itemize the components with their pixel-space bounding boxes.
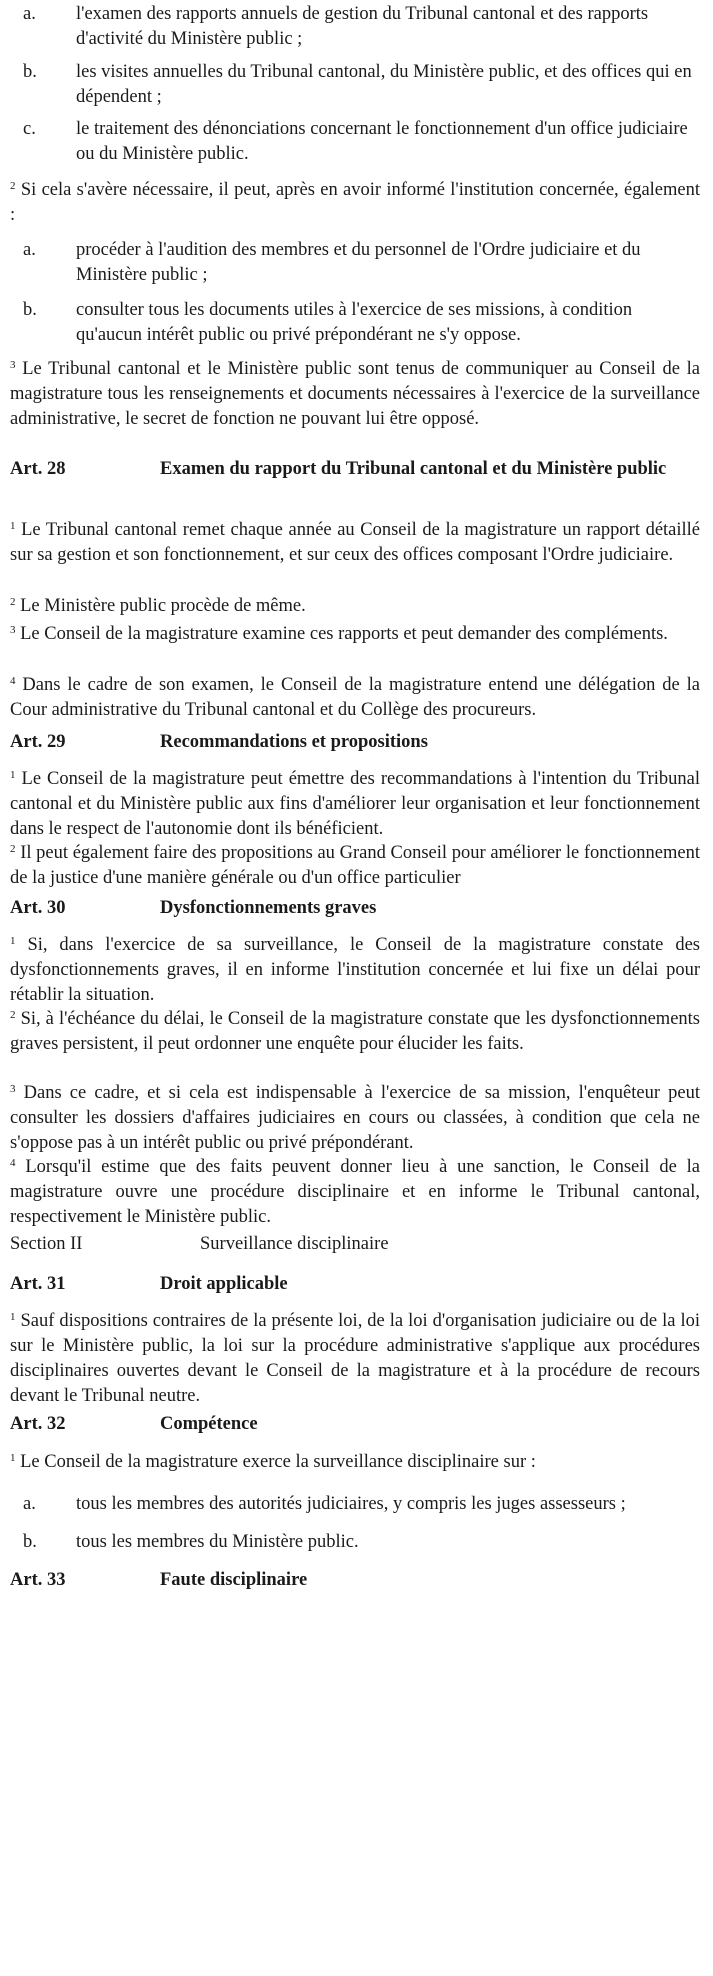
list-label: b. bbox=[23, 300, 37, 320]
list-text: procéder à l'audition des membres et du personnel de l'Ordre judiciaire et du Ministère public ; bbox=[76, 240, 641, 285]
section-title: Surveillance disciplinaire bbox=[200, 1234, 389, 1254]
paragraph bbox=[10, 518, 700, 568]
article-title: Recommandations et propositions bbox=[160, 732, 428, 752]
paragraph-number: 2 bbox=[10, 1009, 16, 1021]
article-number: Art. 28 bbox=[10, 459, 66, 479]
article-heading bbox=[10, 896, 700, 921]
paragraph bbox=[10, 1155, 700, 1230]
paragraph bbox=[10, 673, 700, 723]
paragraph bbox=[10, 1007, 700, 1057]
article-heading bbox=[10, 457, 700, 482]
paragraph bbox=[10, 1081, 700, 1156]
list-item bbox=[10, 117, 696, 167]
paragraph-text: Lorsqu'il estime que des faits peuvent donner lieu à une sanction, le Conseil de la magistrature ouvre une procédure disciplinaire et en informe le Tribunal cantonal, respectivement le Ministère public. bbox=[10, 1157, 700, 1227]
list-item bbox=[10, 1530, 696, 1555]
paragraph-text: Le Tribunal cantonal remet chaque année au Conseil de la magistrature un rapport détaillé sur sa gestion et son fonctionnement, et sur ceux des offices composant l'Ordre judiciaire. bbox=[10, 520, 701, 565]
list-item bbox=[10, 1492, 696, 1517]
paragraph bbox=[10, 622, 700, 647]
paragraph-text: Le Ministère public procède de même. bbox=[20, 596, 306, 616]
paragraph bbox=[10, 1309, 700, 1409]
list-label: a. bbox=[23, 240, 36, 260]
paragraph-number: 3 bbox=[10, 359, 16, 371]
paragraph-number: 2 bbox=[10, 596, 16, 608]
paragraph bbox=[10, 767, 700, 842]
list-text: consulter tous les documents utiles à l'exercice de ses missions, à condition qu'aucun intérêt public ou privé prépondérant ne s'y oppose. bbox=[76, 300, 633, 345]
article-heading bbox=[10, 1412, 700, 1437]
paragraph-number: 1 bbox=[10, 935, 16, 947]
paragraph bbox=[10, 841, 700, 891]
article-number: Art. 32 bbox=[10, 1414, 66, 1434]
paragraph-number: 3 bbox=[10, 624, 16, 636]
paragraph-number: 4 bbox=[10, 1157, 16, 1169]
paragraph-text: Il peut également faire des propositions au Grand Conseil pour améliorer le fonctionnement de la justice d'une manière générale ou d'un office particulier bbox=[10, 843, 701, 888]
article-number: Art. 29 bbox=[10, 732, 66, 752]
paragraph-number: 1 bbox=[10, 520, 16, 532]
article-title: Droit applicable bbox=[160, 1274, 288, 1294]
list-label: a. bbox=[23, 4, 36, 24]
paragraph-number: 2 bbox=[10, 843, 16, 855]
article-heading bbox=[10, 730, 700, 755]
paragraph bbox=[10, 178, 700, 228]
paragraph-text: Le Tribunal cantonal et le Ministère public sont tenus de communiquer au Conseil de la magistrature tous les renseignements et documents nécessaires à l'exercice de la surveillance administrative, le secret de fonction ne pouvant lui être opposé. bbox=[10, 359, 700, 429]
paragraph bbox=[10, 933, 700, 1008]
paragraph-number: 1 bbox=[10, 769, 16, 781]
paragraph-number: 1 bbox=[10, 1452, 16, 1464]
list-item bbox=[10, 2, 696, 52]
article-number: Art. 31 bbox=[10, 1274, 66, 1294]
paragraph-text: Si, dans l'exercice de sa surveillance, le Conseil de la magistrature constate des dysfonctionnements graves, il en informe l'institution concernée et lui fixe un délai pour rétablir la situation. bbox=[10, 935, 700, 1005]
article-heading bbox=[10, 1272, 700, 1297]
paragraph-text: Le Conseil de la magistrature examine ces rapports et peut demander des compléments. bbox=[20, 624, 668, 644]
list-label: a. bbox=[23, 1494, 36, 1514]
paragraph bbox=[10, 357, 700, 432]
paragraph-text: Le Conseil de la magistrature exerce la surveillance disciplinaire sur : bbox=[20, 1452, 536, 1472]
paragraph-number: 3 bbox=[10, 1083, 16, 1095]
article-title: Examen du rapport du Tribunal cantonal et du Ministère public bbox=[160, 459, 667, 479]
paragraph-text: Le Conseil de la magistrature peut émettre des recommandations à l'intention du Tribunal cantonal et du Ministère public aux fins d'améliorer leur organisation et leur fonctionnement dans le respect de l'autonomie dont ils bénéficient. bbox=[10, 769, 701, 839]
section-heading bbox=[10, 1232, 389, 1257]
article-title: Compétence bbox=[160, 1414, 258, 1434]
list-text: tous les membres du Ministère public. bbox=[76, 1532, 359, 1552]
list-text: les visites annuelles du Tribunal cantonal, du Ministère public, et des offices qui en dépendent ; bbox=[76, 62, 692, 107]
paragraph-number: 4 bbox=[10, 675, 16, 687]
paragraph bbox=[10, 1450, 700, 1475]
list-item bbox=[10, 60, 696, 110]
list-text: le traitement des dénonciations concernant le fonctionnement d'un office judiciaire ou du Ministère public. bbox=[76, 119, 688, 164]
article-heading bbox=[10, 1568, 700, 1593]
paragraph-text: Dans le cadre de son examen, le Conseil de la magistrature entend une délégation de la Cour administrative du Tribunal cantonal et du Collège des procureurs. bbox=[10, 675, 700, 720]
paragraph-number: 1 bbox=[10, 1311, 16, 1323]
paragraph bbox=[10, 594, 700, 619]
list-text: l'examen des rapports annuels de gestion du Tribunal cantonal et des rapports d'activité du Ministère public ; bbox=[76, 4, 649, 49]
list-label: c. bbox=[23, 119, 36, 139]
paragraph-number: 2 bbox=[10, 180, 16, 192]
list-item bbox=[10, 298, 696, 348]
paragraph-text: Dans ce cadre, et si cela est indispensable à l'exercice de sa mission, l'enquêteur peut consulter les dossiers d'affaires judiciaires en cours ou classées, à condition que cela ne s'oppose pas à un intérêt public ou privé prépondérant. bbox=[10, 1083, 700, 1153]
list-text: tous les membres des autorités judiciaires, y compris les juges assesseurs ; bbox=[76, 1494, 626, 1514]
article-title: Faute disciplinaire bbox=[160, 1570, 308, 1590]
paragraph-text: Sauf dispositions contraires de la présente loi, de la loi d'organisation judiciaire ou de la loi sur le Ministère public, la loi sur la procédure administrative s'applique aux procédures disciplinaires ouvertes devant le Conseil de la magistrature et à la procédure de recours devant le Tribunal neutre. bbox=[10, 1311, 701, 1406]
list-label: b. bbox=[23, 1532, 37, 1552]
article-number: Art. 33 bbox=[10, 1570, 66, 1590]
list-item bbox=[10, 238, 696, 288]
article-number: Art. 30 bbox=[10, 898, 66, 918]
paragraph-text: Si, à l'échéance du délai, le Conseil de la magistrature constate que les dysfonctionnements graves persistent, il peut ordonner une enquête pour élucider les faits. bbox=[10, 1009, 700, 1054]
section-number: Section II bbox=[10, 1234, 83, 1254]
article-title: Dysfonctionnements graves bbox=[160, 898, 377, 918]
paragraph-text: Si cela s'avère nécessaire, il peut, après en avoir informé l'institution concernée, également : bbox=[10, 180, 701, 225]
list-label: b. bbox=[23, 62, 37, 82]
